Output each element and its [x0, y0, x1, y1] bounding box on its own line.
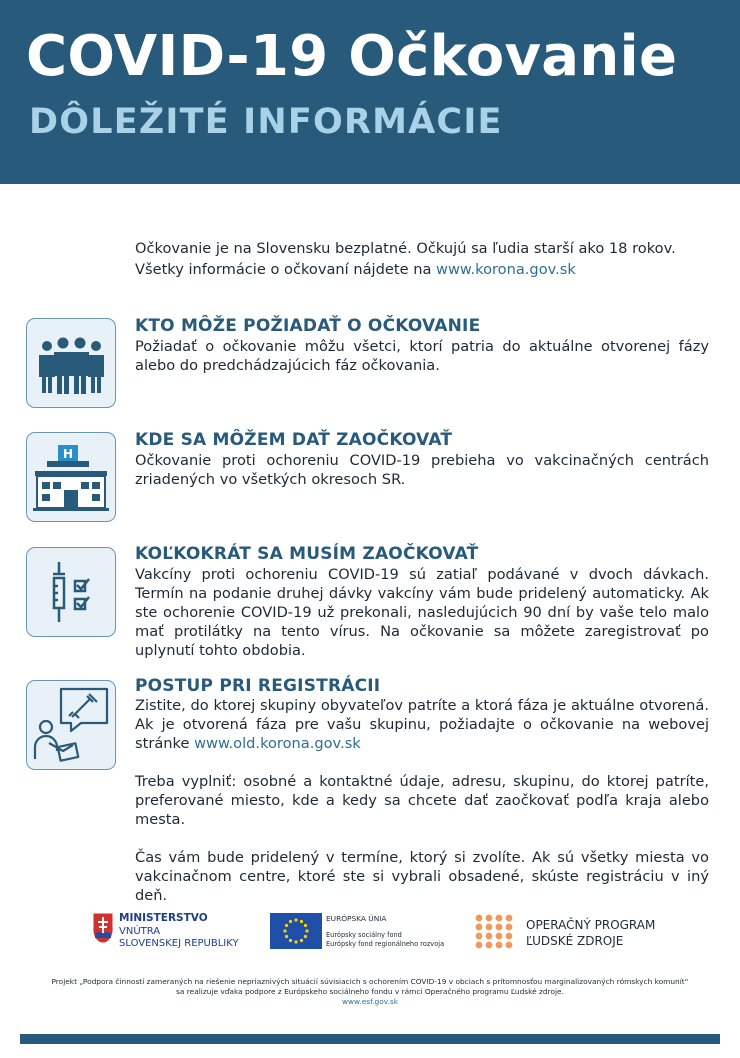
intro-line-1: Očkovanie je na Slovensku bezplatné. Očkujú sa ľudia starší ako 18 rokov. [135, 240, 676, 257]
hospital-icon [26, 432, 116, 522]
header-banner [0, 0, 740, 184]
intro-line-2: Všetky informácie o očkovaní nájdete na www.korona.gov.sk [135, 261, 576, 278]
intro-text [135, 238, 715, 280]
eu-line-1: EURÓPSKA ÚNIA [326, 914, 387, 923]
section-text-how-many: Vakcíny proti ochoreniu COVID-19 sú zatiaľ podávané v dvoch dávkach. Termín na podanie druhej dávky vakcíny vám bude pridelený automaticky. Ak ste ochorenie COVID-19 už prekonali, nasledujúcich 90 dní by vaše telo malo mať protilátky na tento vírus. Na očkovanie sa môžete zaregistrovať po uplynutí tohto obdobia. [135, 566, 709, 659]
ministry-line-1: MINISTERSTVO [119, 912, 208, 924]
person-registration-icon [26, 680, 116, 770]
section-title-registration: POSTUP PRI REGISTRÁCII [135, 676, 381, 696]
people-group-icon [26, 318, 116, 408]
esf-link[interactable]: www.esf.gov.sk [341, 997, 399, 1006]
registration-paragraph-1: Zistite, do ktorej skupiny obyvateľov patríte a ktorá fáza je aktuálne otvorená. Ak je otvorená fáza pre vašu skupinu, požiadajte o očkovanie na webovej stránke www.old.korona.gov.sk [135, 697, 709, 752]
eu-flag-icon [270, 913, 322, 949]
bottom-bar [20, 1034, 720, 1044]
section-title-where: KDE SA MÔŽEM DAŤ ZAOČKOVAŤ [135, 430, 453, 450]
korona-link[interactable]: www.korona.gov.sk [436, 261, 576, 278]
section-text-registration [135, 696, 709, 924]
ministry-line-2: VNÚTRA [119, 926, 161, 937]
footer-line-2: sa realizuje vďaka podpore z Európskeho sociálneho fondu v rámci Operačného programu Ľudské zdroje. [176, 987, 564, 996]
old-korona-link[interactable]: www.old.korona.gov.sk [194, 735, 361, 752]
eu-line-3: Európsky fond regionálneho rozvoja [326, 940, 445, 948]
page-title: COVID-19 Očkovanie [26, 24, 678, 89]
section-title-who: KTO MÔŽE POŽIADAŤ O OČKOVANIE [135, 316, 481, 336]
svg-text:H: H [62, 447, 74, 461]
section-text-where: Očkovanie proti ochoreniu COVID-19 prebieha vo vakcinačných centrách zriadených vo všetkých okresoch SR. [135, 452, 709, 488]
registration-paragraph-3: Čas vám bude pridelený v termíne, ktorý si zvolíte. Ak sú všetky miesta vo vakcinačnom centre, ktoré ste si vybrali obsadené, skúste registráciu v iný deň. [135, 849, 709, 904]
slovak-coat-of-arms-icon [92, 912, 114, 944]
registration-paragraph-2: Treba vyplniť: osobné a kontaktné údaje, adresu, skupinu, do ktorej patríte, preferované miesto, kde a kedy sa chcete dať zaočkovať podľa kraja alebo mesta. [135, 773, 709, 828]
op-dots-icon [474, 913, 514, 951]
footer-line-1: Projekt „Podpora činností zameraných na riešenie nepriaznivých situácií súvisiacich s ochorením COVID-19 v obciach s prítomnosťou marginalizovaných rómskych komunít“ [51, 977, 689, 986]
page-subtitle: DÔLEŽITÉ INFORMÁCIE [29, 102, 503, 142]
op-line-1: OPERAČNÝ PROGRAM [526, 918, 656, 932]
section-title-how-many: KOĽKOKRÁT SA MUSÍM ZAOČKOVAŤ [135, 544, 479, 564]
eu-line-2: Európsky sociálny fond [326, 931, 402, 939]
ministry-line-3: SLOVENSKEJ REPUBLIKY [119, 938, 239, 949]
syringe-checklist-icon [26, 547, 116, 637]
section-text-who: Požiadať o očkovanie môžu všetci, ktorí patria do aktuálne otvorenej fázy alebo do predchádzajúcich fáz očkovania. [135, 338, 709, 374]
op-line-2: ĽUDSKÉ ZDROJE [526, 934, 624, 948]
footer-text [20, 977, 720, 1007]
